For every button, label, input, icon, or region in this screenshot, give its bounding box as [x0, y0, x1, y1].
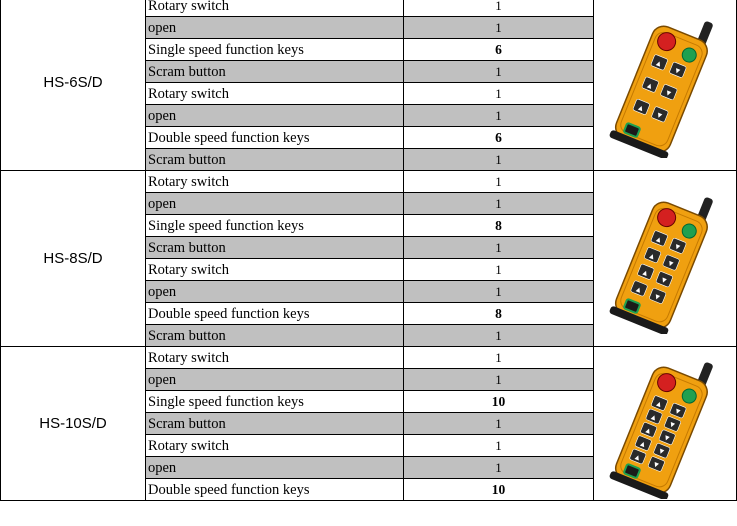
svg-text:▼: ▼: [660, 276, 668, 285]
feature-label: open: [146, 105, 404, 127]
feature-label: Rotary switch: [146, 259, 404, 281]
product-image-cell: [594, 347, 737, 501]
feature-quantity: 1: [404, 369, 594, 391]
feature-quantity: 1: [404, 347, 594, 369]
svg-text:▲: ▲: [646, 81, 654, 90]
feature-label: Rotary switch: [146, 347, 404, 369]
feature-quantity: 10: [404, 479, 594, 501]
feature-quantity: 1: [404, 61, 594, 83]
svg-text:▼: ▼: [673, 66, 681, 75]
feature-label: open: [146, 17, 404, 39]
feature-quantity: 8: [404, 303, 594, 325]
svg-text:▲: ▲: [633, 452, 641, 462]
svg-text:▲: ▲: [641, 268, 649, 277]
feature-label: open: [146, 369, 404, 391]
table-row: [1, 347, 737, 369]
model-name: HS-10S/D: [1, 347, 146, 501]
svg-text:▼: ▼: [668, 420, 676, 429]
crane-remote-control-8-key-icon: [594, 184, 736, 334]
product-image-cell: [594, 171, 737, 347]
feature-label: Single speed function keys: [146, 391, 404, 413]
feature-label: Rotary switch: [146, 0, 404, 17]
svg-text:▼: ▼: [652, 460, 660, 469]
svg-text:▲: ▲: [648, 251, 656, 261]
feature-quantity: 1: [404, 259, 594, 281]
feature-label: open: [146, 281, 404, 303]
svg-text:▼: ▼: [657, 447, 665, 456]
feature-label: Rotary switch: [146, 171, 404, 193]
svg-text:▲: ▲: [655, 235, 663, 244]
feature-quantity: 6: [404, 127, 594, 149]
feature-quantity: 6: [404, 39, 594, 61]
model-name: HS-8S/D: [1, 171, 146, 347]
feature-label: Rotary switch: [146, 83, 404, 105]
svg-text:▼: ▼: [673, 242, 681, 251]
feature-label: Scram button: [146, 237, 404, 259]
feature-quantity: 1: [404, 435, 594, 457]
feature-quantity: 1: [404, 413, 594, 435]
feature-quantity: 1: [404, 281, 594, 303]
svg-text:▼: ▼: [653, 292, 661, 301]
feature-quantity: 1: [404, 0, 594, 17]
feature-label: Scram button: [146, 413, 404, 435]
feature-quantity: 1: [404, 17, 594, 39]
svg-text:▲: ▲: [635, 285, 642, 294]
feature-label: Rotary switch: [146, 435, 404, 457]
feature-quantity: 10: [404, 391, 594, 413]
feature-label: Single speed function keys: [146, 215, 404, 237]
svg-text:▲: ▲: [637, 103, 645, 112]
feature-label: open: [146, 193, 404, 215]
svg-text:▲: ▲: [644, 426, 652, 435]
feature-quantity: 1: [404, 105, 594, 127]
svg-text:▼: ▼: [667, 259, 675, 268]
feature-label: Double speed function keys: [146, 303, 404, 325]
svg-text:▼: ▼: [664, 88, 672, 98]
svg-text:▼: ▼: [674, 407, 681, 416]
table-row: [1, 171, 737, 193]
feature-quantity: 1: [404, 193, 594, 215]
feature-quantity: 1: [404, 83, 594, 105]
feature-label: Double speed function keys: [146, 479, 404, 501]
feature-quantity: 1: [404, 237, 594, 259]
spec-table-body: [1, 0, 737, 501]
feature-label: Scram button: [146, 61, 404, 83]
model-name: HS-6S/D: [1, 0, 146, 171]
feature-quantity: 1: [404, 171, 594, 193]
svg-text:▲: ▲: [650, 412, 658, 422]
feature-quantity: 1: [404, 149, 594, 171]
table-row: [1, 0, 737, 17]
crane-remote-control-10-key-icon: [594, 349, 736, 499]
feature-label: open: [146, 457, 404, 479]
feature-label: Single speed function keys: [146, 39, 404, 61]
feature-quantity: 1: [404, 325, 594, 347]
feature-label: Scram button: [146, 325, 404, 347]
svg-text:▼: ▼: [655, 111, 663, 120]
svg-text:▲: ▲: [655, 399, 663, 408]
svg-text:▲: ▲: [639, 439, 647, 448]
svg-text:▼: ▼: [663, 433, 671, 443]
feature-quantity: 8: [404, 215, 594, 237]
feature-label: Scram button: [146, 149, 404, 171]
feature-label: Double speed function keys: [146, 127, 404, 149]
svg-text:▲: ▲: [655, 59, 663, 68]
crane-remote-control-6-key-icon: [594, 8, 736, 158]
product-image-cell: [594, 0, 737, 171]
feature-quantity: 1: [404, 457, 594, 479]
